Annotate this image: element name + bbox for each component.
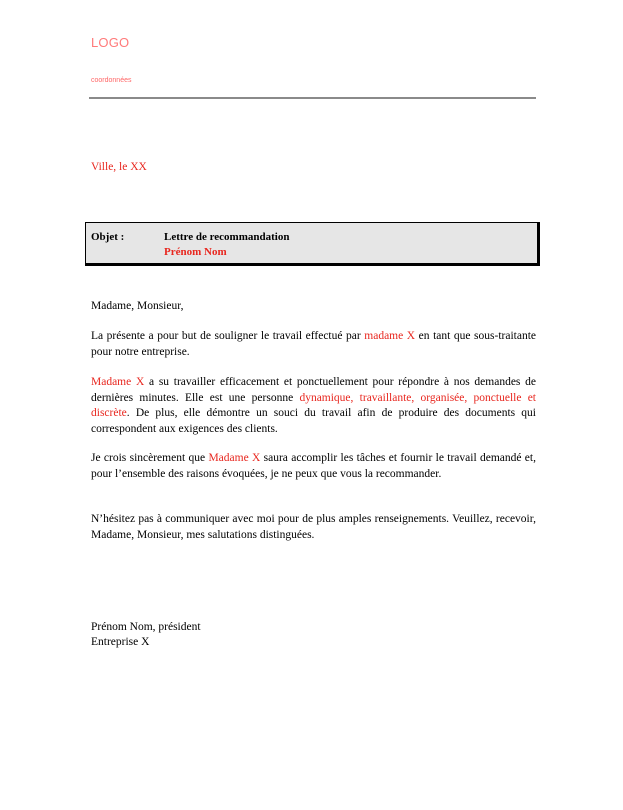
signature-company: Entreprise X <box>91 636 150 648</box>
signature-name: Prénom Nom, président <box>91 621 201 633</box>
subject-box <box>85 222 540 266</box>
subject-title: Lettre de recommandation <box>164 231 290 243</box>
logo-text: LOGO <box>91 35 130 50</box>
paragraph-4: N’hésitez pas à communiquer avec moi pour de plus amples renseignements. Veuillez, recevoir, Madame, Monsieur, mes salutations distinguées. <box>91 513 536 541</box>
paragraph-1 <box>91 329 536 360</box>
subject-label: Objet : <box>91 231 125 243</box>
paragraph-1-text-b: en tant que sous-traitante pour notre entreprise. <box>91 330 536 358</box>
paragraph-3 <box>91 451 536 482</box>
paragraph-3-text-b: saura accomplir les tâches et fournir le travail demandé et, pour l’ensemble des raisons évoquées, je ne peux que vous la recommander. <box>91 452 536 480</box>
paragraph-2-highlight-b: dynamique, travaillante, organisée, ponctuelle et discrète <box>91 391 536 419</box>
city-date: Ville, le XX <box>91 161 147 173</box>
paragraph-2-text-b: . De plus, elle démontre un souci du travail afin de produire des documents qui correspondent aux exigences des clients. <box>91 407 536 435</box>
paragraph-2-text-a: a su travailler efficacement et ponctuellement pour répondre à nos demandes de dernières minutes. Elle est une personne <box>91 376 536 404</box>
paragraph-1-text-a: La présente a pour but de souligner le travail effectué par <box>91 330 365 342</box>
paragraph-1-highlight: madame X <box>364 330 416 342</box>
paragraph-3-text-a: Je crois sincèrement que <box>91 452 209 464</box>
paragraph-2 <box>91 375 536 437</box>
subject-name: Prénom Nom <box>164 246 227 258</box>
coordinates-text: coordonnées <box>91 77 132 84</box>
header-divider <box>89 97 536 99</box>
paragraph-2-highlight-a: Madame X <box>91 376 145 388</box>
salutation: Madame, Monsieur, <box>91 300 184 312</box>
paragraph-3-highlight: Madame X <box>208 452 261 464</box>
